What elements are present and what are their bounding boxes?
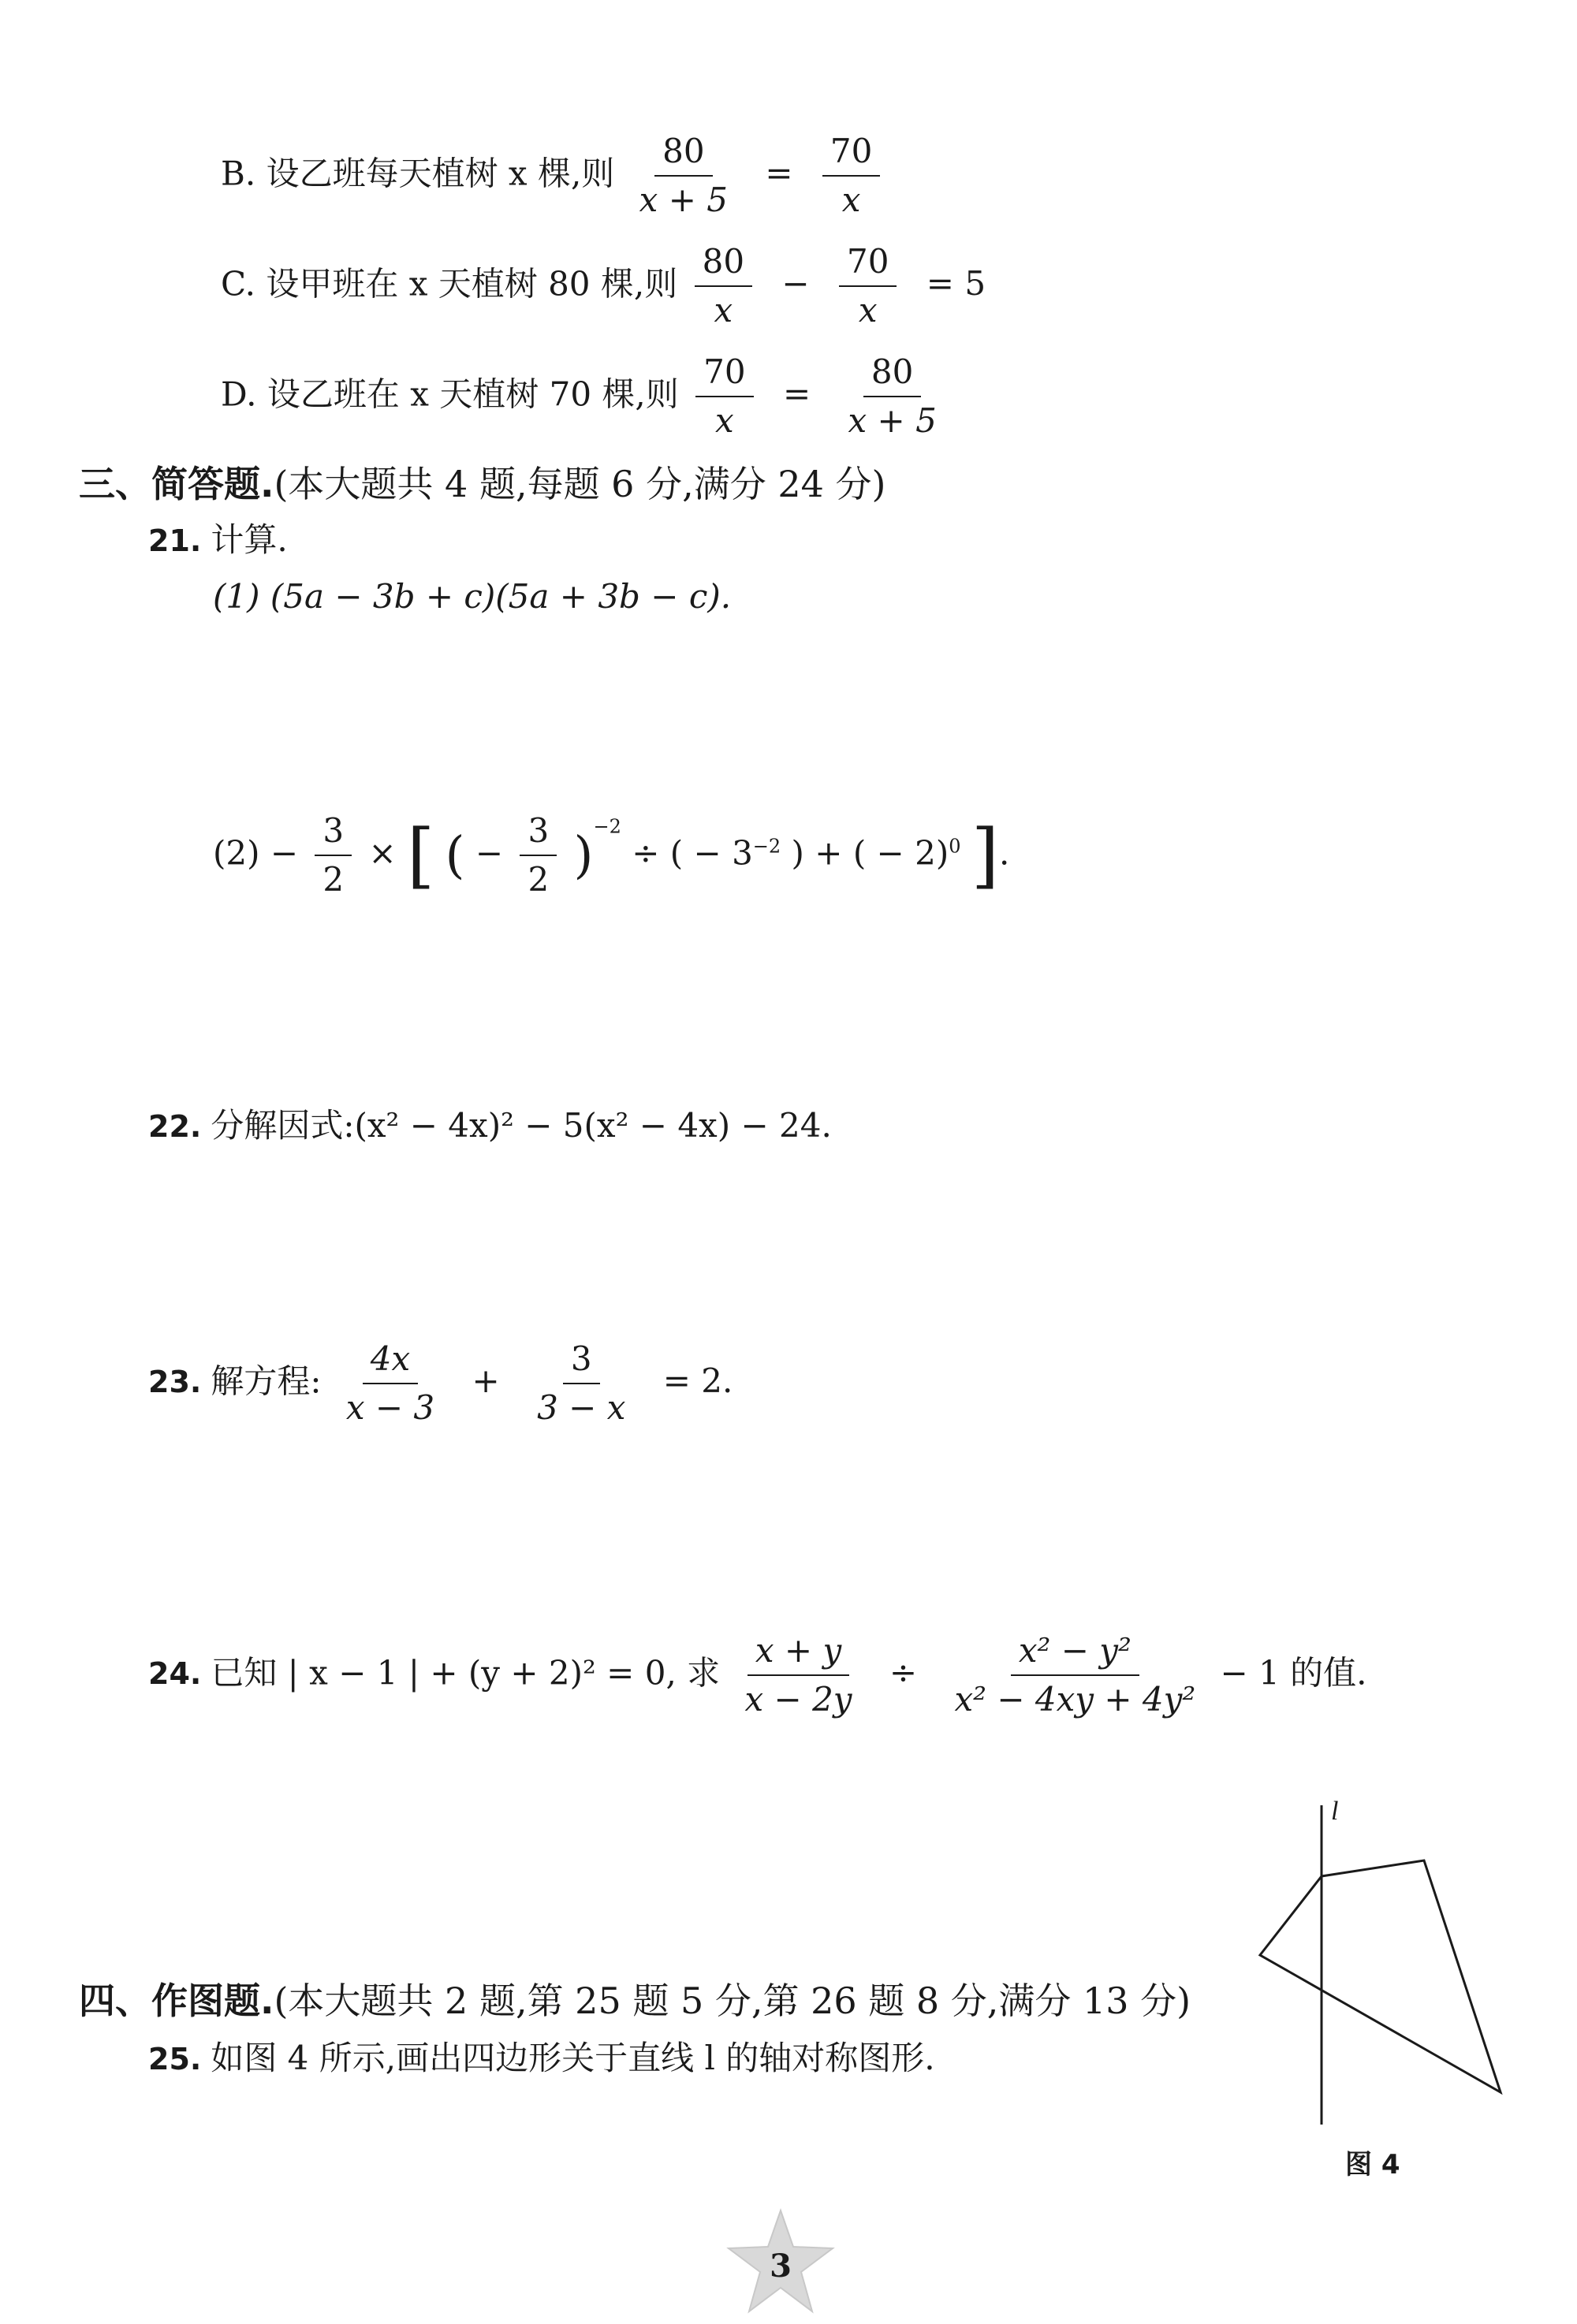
option-d-fraction-2: $\frac{80}{x + 5}$: [848, 352, 937, 441]
q23-fraction-1: $\frac{4x}{x - 3}$: [345, 1339, 435, 1428]
option-b-fraction-2: $\frac{70}{x}$: [822, 132, 880, 220]
q24-fraction-1: $\frac{x + y}{x - 2y}$: [744, 1631, 852, 1719]
section-3-title: 三、简答题.: [79, 463, 274, 505]
figure-4-caption: 图 4: [1345, 2149, 1400, 2181]
option-c: C. 设甲班在 x 天植树 80 棵,则 $\frac{80}{x}$ − $\frac{70}{x}$ = 5: [221, 242, 986, 330]
option-b: B. 设乙班每天植树 x 棵,则 $\frac{80}{x + 5}$ = $\frac{70}{x}$: [221, 132, 886, 220]
section-4-title: 四、作图题.: [79, 1979, 274, 2022]
figure-4-diagram: [1230, 1782, 1530, 2128]
quadrilateral-shape: [1260, 1860, 1501, 2092]
axis-label-l: l: [1331, 1797, 1339, 1826]
q23-fraction-2: $\frac{3}{3 - x}$: [537, 1339, 626, 1428]
question-25: [148, 2032, 935, 2080]
option-c-fraction-1: $\frac{80}{x}$: [695, 243, 752, 330]
option-d: D. 设乙班在 x 天植树 70 棵,则 $\frac{70}{x}$ = $\frac{80}{x + 5}$: [221, 353, 951, 441]
q21-fraction-outer: $\frac{3}{2}$: [315, 812, 352, 899]
question-23-number: 23.: [148, 1365, 202, 1400]
question-21-part-2: (2) − $\frac{3}{2}$ × [ ( − $\frac{3}{2}$ )$^{-2}$ ÷ ( − $3^{-2}$ ) + ( − 2)$^0$ ].: [213, 811, 1010, 899]
option-d-text: D. 设乙班在 x 天植树 70 棵,则: [221, 374, 679, 414]
question-25-text: 如图 4 所示,画出四边形关于直线 l 的轴对称图形.: [211, 2039, 935, 2077]
option-d-fraction-1: $\frac{70}{x}$: [695, 353, 753, 441]
section-3-heading: [79, 456, 885, 508]
option-c-text: C. 设甲班在 x 天植树 80 棵,则: [221, 264, 678, 304]
q21-fraction-inner: $\frac{3}{2}$: [520, 812, 557, 899]
question-21-title: 计算.: [211, 520, 288, 559]
question-25-number: 25.: [148, 2042, 202, 2076]
question-21: [148, 514, 288, 561]
section-4-heading: [79, 1972, 1191, 2024]
question-21-number: 21.: [148, 523, 202, 558]
section-3-note: (本大题共 4 题,每题 6 分,满分 24 分): [274, 463, 886, 505]
option-b-text: B. 设乙班每天植树 x 棵,则: [221, 154, 615, 193]
section-4-note: (本大题共 2 题,第 25 题 5 分,第 26 题 8 分,满分 13 分): [274, 1979, 1191, 2022]
question-21-part-1: (1) (5a − 3b + c)(5a + 3b − c).: [213, 577, 732, 616]
option-c-fraction-2: $\frac{70}{x}$: [839, 243, 897, 330]
question-24: 24. 已知 | x − 1 | + (y + 2)² = 0, 求 $\frac{x + y}{x - 2y}$ ÷ $\frac{\text{x² − y²}}{\text{x² − 4xy + 4y²}}$ − 1 的值.: [148, 1631, 1367, 1719]
question-23: 23. 解方程: $\frac{4x}{x - 3}$ + $\frac{3}{3 - x}$ = 2.: [148, 1339, 733, 1428]
question-24-number: 24.: [148, 1656, 202, 1692]
question-22-text: 分解因式:(x² − 4x)² − 5(x² − 4x) − 24.: [211, 1106, 832, 1145]
page-number-star: [725, 2207, 836, 2318]
option-b-fraction-1: $\frac{80}{x + 5}$: [639, 132, 728, 220]
q24-fraction-2: $\frac{\text{x² − y²}}{\text{x² − 4xy + 4y²}}$: [954, 1631, 1196, 1719]
question-22: [148, 1100, 832, 1147]
page-number: 3: [770, 2248, 792, 2285]
question-22-number: 22.: [148, 1109, 202, 1144]
